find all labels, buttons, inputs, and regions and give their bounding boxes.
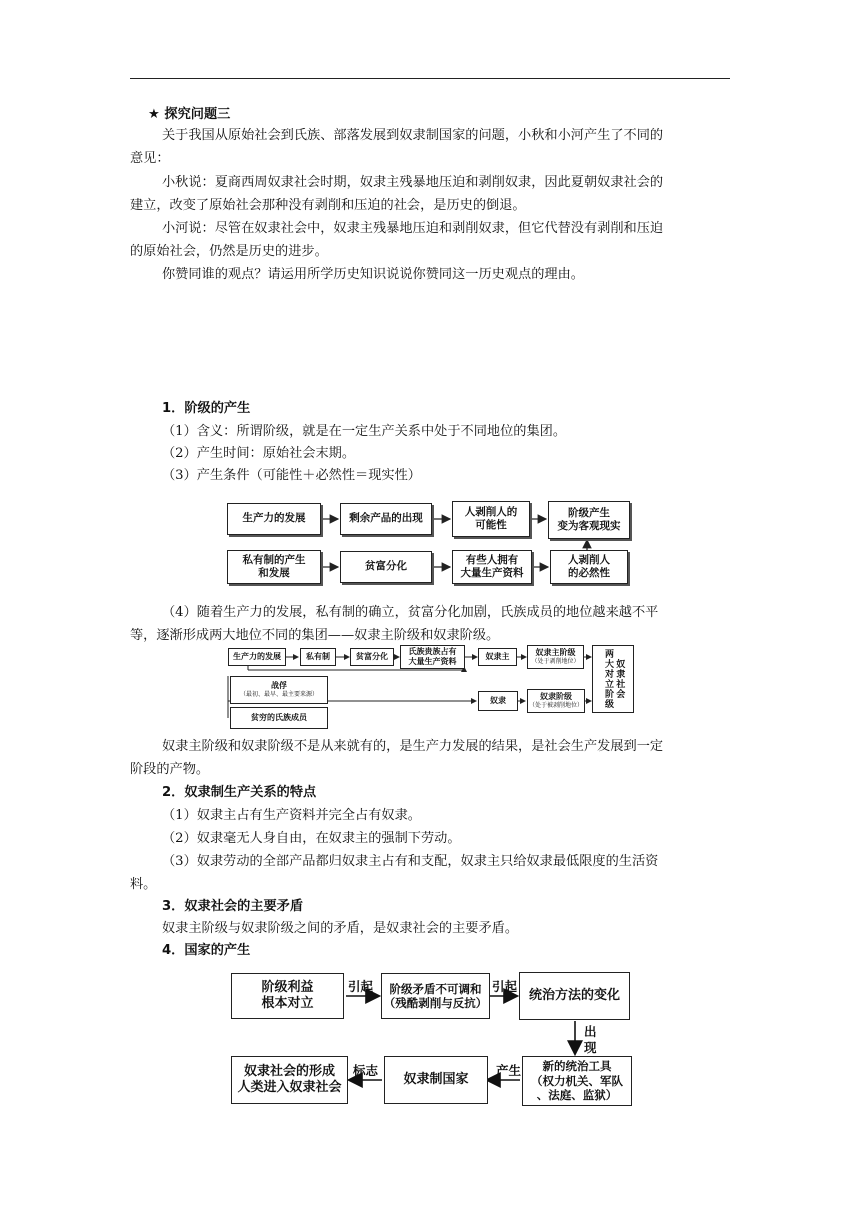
- d3-society-box: 奴隶社会的形成 人类进入奴隶社会: [231, 1056, 348, 1104]
- d1-private-box: 私有制的产生 和发展: [227, 550, 321, 584]
- d3-interest-box: 阶级利益 根本对立: [231, 973, 344, 1019]
- sec3-heading: 3．奴隶社会的主要矛盾: [162, 899, 304, 914]
- sec1-p1: （1）含义：所谓阶级，就是在一定生产关系中处于不同地位的集团。: [162, 424, 567, 439]
- d3-arrow3-label: 出 现: [584, 1024, 597, 1055]
- sec1-p4a: （4）随着生产力的发展，私有制的确立，贫富分化加剧，氏族成员的地位越来越不平: [162, 605, 659, 620]
- d2-slave-box: 奴隶: [478, 691, 518, 711]
- sec1-p2: （2）产生时间：原始社会末期。: [162, 446, 356, 461]
- d3-contradiction-box: 阶级矛盾不可调和 （残酷剥削与反抗）: [381, 973, 490, 1019]
- sec2-p2: （2）奴隶毫无人身自由，在奴隶主的强制下劳动。: [162, 831, 461, 846]
- d3-arrow1-label: 引起: [348, 979, 374, 994]
- d3-arrow2-label: 引起: [492, 979, 518, 994]
- d2-polarization-box: 贫富分化: [350, 648, 394, 666]
- d1-exploit-necessary-box: 人剥削人 的必然性: [550, 550, 628, 584]
- d1-polarization-box: 贫富分化: [340, 551, 432, 583]
- sec1-p5a: 奴隶主阶级和奴隶阶级不是从来就有的，是生产力发展的结果，是社会生产发展到一定: [162, 739, 664, 754]
- sec1-p5b: 阶段的产物。: [130, 762, 210, 777]
- sec3-p1: 奴隶主阶级与奴隶阶级之间的矛盾，是奴隶社会的主要矛盾。: [162, 921, 519, 936]
- inquiry-line-3: 小秋说：夏商西周奴隶社会时期，奴隶主残暴地压迫和剥削奴隶，因此夏朝奴隶社会的: [162, 175, 664, 190]
- sec1-p3: （3）产生条件（可能性＋必然性＝现实性）: [162, 468, 421, 483]
- sec2-heading: 2．奴隶制生产关系的特点: [162, 785, 317, 800]
- inquiry-line-1: 关于我国从原始社会到氏族、部落发展到奴隶制国家的问题，小秋和小河产生了不同的: [162, 128, 664, 143]
- sec1-p4b: 等，逐渐形成两大地位不同的集团——奴隶主阶级和奴隶阶级。: [130, 628, 500, 643]
- d3-arrow5-label: 标志: [353, 1063, 379, 1078]
- inquiry-line-7: 你赞同谁的观点？请运用所学历史知识说说你赞同这一历史观点的理由。: [162, 267, 584, 282]
- d2-nobles-box: 氏族贵族占有 大量生产资料: [400, 645, 465, 669]
- d1-surplus-box: 剩余产品的出现: [340, 503, 432, 535]
- d2-productivity-box: 生产力的发展: [228, 648, 286, 666]
- d3-state-box: 奴隶制国家: [384, 1056, 488, 1104]
- sec2-p3b: 料。: [130, 877, 157, 892]
- sec2-p3a: （3）奴隶劳动的全部产品都归奴隶主占有和支配，奴隶主只给奴隶最低限度的生活资: [162, 854, 659, 869]
- inquiry-line-6: 的原始社会，仍然是历史的进步。: [130, 244, 328, 259]
- d3-arrow4-label: 产生: [496, 1063, 522, 1078]
- d3-method-box: 统治方法的变化: [519, 972, 630, 1020]
- d2-master-class-box: 奴隶主阶级 （处于剥削地位）: [527, 645, 584, 669]
- d2-poor-box: 贫穷的氏族成员: [230, 707, 328, 729]
- sec1-heading: 1．阶级的产生: [162, 401, 251, 416]
- sec4-heading: 4．国家的产生: [162, 943, 251, 958]
- d2-war-box: 战俘 （最初、最早、最主要来源）: [230, 676, 328, 704]
- d2-master-box: 奴隶主: [478, 648, 517, 666]
- d1-class-reality-box: 阶级产生 变为客观现实: [548, 501, 630, 539]
- d1-productivity-box: 生产力的发展: [227, 503, 321, 535]
- d2-private-box: 私有制: [300, 648, 336, 666]
- inquiry-title: ★ 探究问题三: [148, 107, 231, 122]
- inquiry-line-5: 小河说：尽管在奴隶社会中，奴隶主残暴地压迫和剥削奴隶，但它代替没有剥削和压迫: [162, 221, 664, 236]
- d2-two-classes-box: 两大对立阶级 奴隶社会: [592, 645, 634, 713]
- sec2-p1: （1）奴隶主占有生产资料并完全占有奴隶。: [162, 808, 421, 823]
- inquiry-line-4: 建立，改变了原始社会那种没有剥削和压迫的社会，是历史的倒退。: [130, 198, 526, 213]
- d2-slave-class-box: 奴隶阶级 （处于被剥削地位）: [527, 689, 585, 713]
- d1-some-own-box: 有些人拥有 大量生产资料: [452, 550, 532, 584]
- d1-exploit-possible-box: 人剥削人的 可能性: [452, 501, 530, 537]
- d3-tools-box: 新的统治工具 （权力机关、军队 、法庭、监狱）: [522, 1056, 632, 1106]
- star-icon: ★: [148, 107, 160, 122]
- inquiry-line-2: 意见：: [130, 151, 170, 166]
